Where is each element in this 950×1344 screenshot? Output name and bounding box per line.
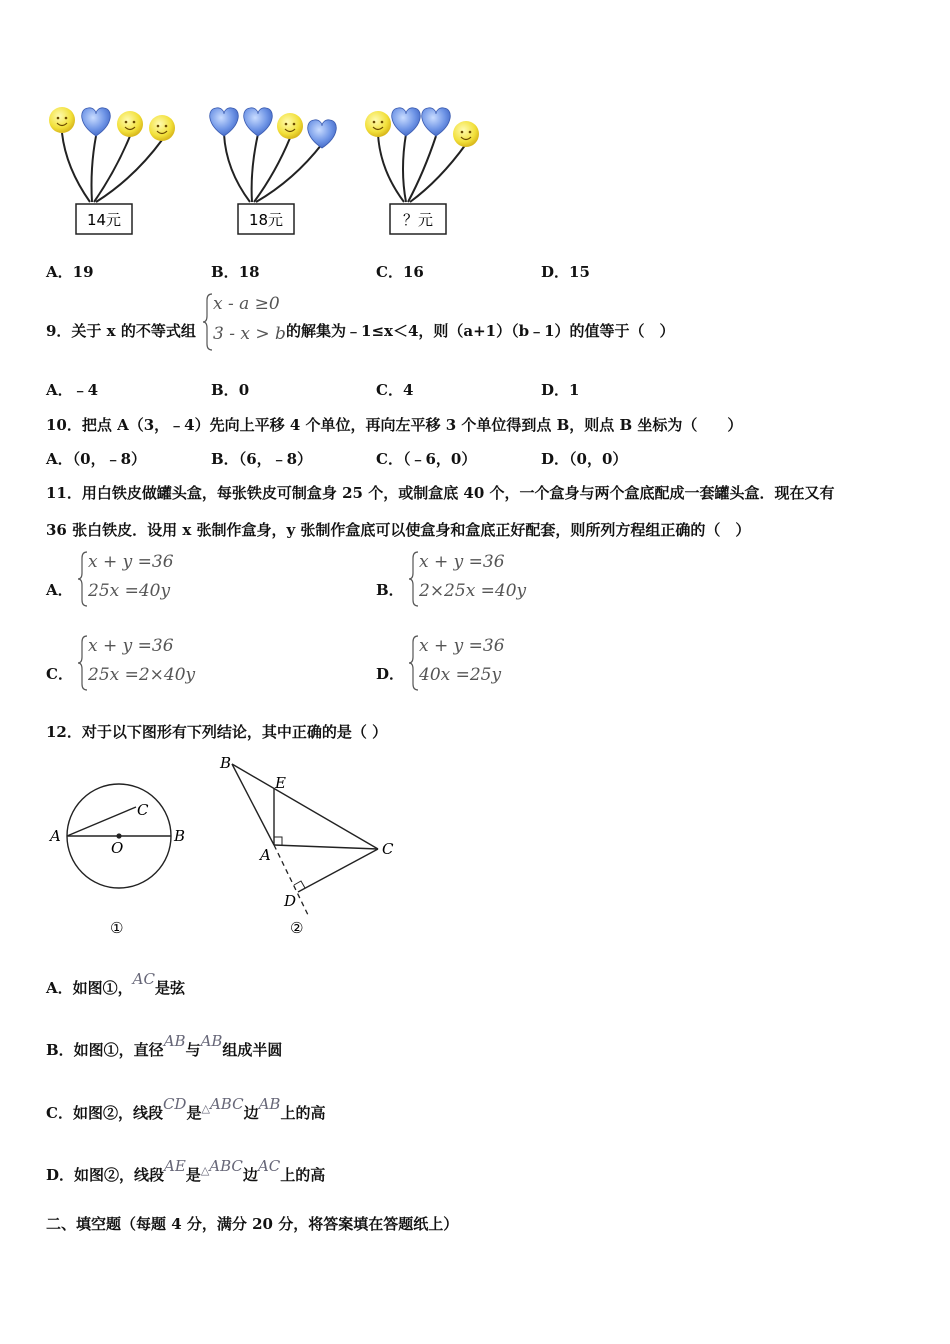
- svg-text:②: ②: [290, 919, 304, 937]
- q9-ineq-2: 3 - x > b: [213, 324, 286, 344]
- brace-icon: [409, 550, 419, 608]
- q12-option-b[interactable]: B．如图①，直径AB与AB组成半圆: [46, 1032, 283, 1059]
- circle-figure: [44, 780, 194, 940]
- svg-text:B: B: [174, 827, 186, 845]
- q9-prefix: 9．关于 x 的不等式组: [46, 322, 196, 340]
- q9-option-c[interactable]: C．4: [376, 381, 414, 399]
- balloon-group-1: [49, 107, 175, 234]
- q10-option-c[interactable]: C．（﹣6，0）: [376, 450, 477, 468]
- q8-option-b[interactable]: B．18: [211, 263, 260, 281]
- svg-text:A: A: [260, 846, 271, 864]
- q11-option-c-system: x + y =36 25x =2×40y: [78, 634, 208, 692]
- price-label-3: ？元: [402, 211, 434, 229]
- triangle-figure: [214, 752, 404, 942]
- svg-text:C: C: [382, 840, 394, 858]
- svg-text:E: E: [275, 774, 286, 792]
- balloon-group-3: [365, 108, 479, 234]
- q9-suffix: 的解集为﹣1≤x＜4，则（a+1）（b﹣1）的值等于（ ）: [286, 322, 675, 340]
- balloon-group-2: [210, 108, 337, 234]
- q12-option-a[interactable]: A．如图①，AC是弦: [46, 970, 185, 997]
- svg-text:C: C: [137, 801, 149, 819]
- svg-text:A: A: [50, 827, 61, 845]
- q8-option-c[interactable]: C．16: [376, 263, 424, 281]
- svg-text:B: B: [220, 754, 232, 772]
- q10-option-d[interactable]: D．（0，0）: [541, 450, 628, 468]
- svg-text:O: O: [111, 839, 124, 857]
- q11-text-line-1: 11．用白铁皮做罐头盒，每张铁皮可制盒身 25 个，或制盒底 40 个，一个盒身与两个盒底配成一套罐头盒．现在又有: [46, 484, 835, 502]
- q10-option-a[interactable]: A．（0，﹣8）: [46, 450, 147, 468]
- section-2-heading: 二、填空题（每题 4 分，满分 20 分，将答案填在答题纸上）: [46, 1215, 459, 1233]
- balloon-figures: [44, 98, 484, 240]
- q11-option-c-label[interactable]: C．: [46, 665, 73, 683]
- q9-option-d[interactable]: D．1: [541, 381, 580, 399]
- brace-icon: [78, 550, 88, 608]
- svg-text:D: D: [284, 892, 297, 910]
- q12-option-c[interactable]: C．如图②，线段CD是△ABC边AB上的高: [46, 1095, 326, 1122]
- q10-text: 10．把点 A（3，﹣4）先向上平移 4 个单位，再向左平移 3 个单位得到点 B，则点 B 坐标为（ ）: [46, 416, 743, 434]
- q11-option-a-system: x + y =36 25x =40y: [78, 550, 198, 608]
- brace-icon: [78, 634, 88, 692]
- svg-text:①: ①: [110, 919, 124, 937]
- q11-option-b-system: x + y =36 2×25x =40y: [409, 550, 539, 608]
- q8-option-a[interactable]: A．19: [46, 263, 94, 281]
- q11-option-d-system: x + y =36 40x =25y: [409, 634, 529, 692]
- q12-option-d[interactable]: D．如图②，线段AE是△ABC边AC上的高: [46, 1157, 326, 1184]
- q10-option-b[interactable]: B．（6，﹣8）: [211, 450, 313, 468]
- q8-option-d[interactable]: D．15: [541, 263, 590, 281]
- q9-inequality-system: [203, 292, 293, 352]
- price-label-1: 14元: [86, 211, 122, 229]
- q11-option-b-label[interactable]: B．: [376, 581, 404, 599]
- q11-option-a-label[interactable]: A．: [46, 581, 73, 599]
- q9-option-a[interactable]: A．﹣4: [46, 381, 99, 399]
- q11-text-line-2: 36 张白铁皮．设用 x 张制作盒身，y 张制作盒底可以使盒身和盒底正好配套，则所列方程组正确的（ ）: [46, 521, 751, 539]
- q12-text: 12．对于以下图形有下列结论，其中正确的是（ ）: [46, 723, 388, 741]
- q11-option-d-label[interactable]: D．: [376, 665, 405, 683]
- brace-icon: [409, 634, 419, 692]
- price-label-2: 18元: [248, 211, 284, 229]
- brace-icon: [203, 292, 213, 352]
- q9-option-b[interactable]: B．0: [211, 381, 250, 399]
- q9-ineq-1: x - a ≥0: [213, 294, 280, 314]
